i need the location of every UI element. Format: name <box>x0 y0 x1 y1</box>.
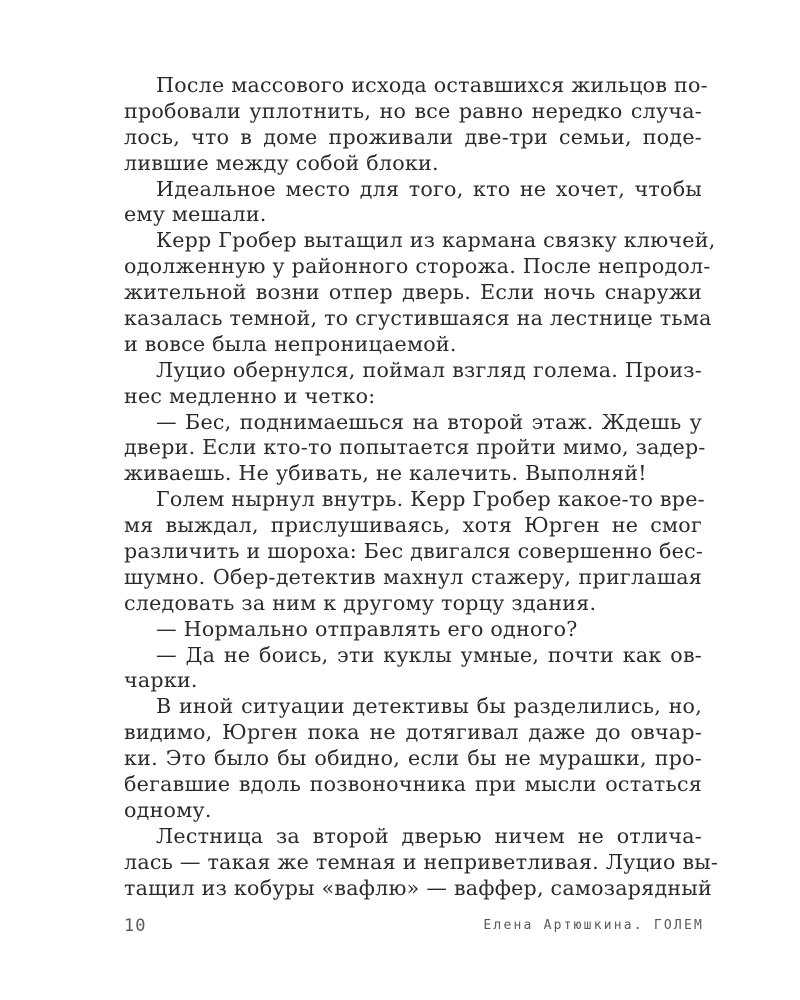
text-line: — Да не боись, эти куклы умные, почти как ов- <box>156 642 702 667</box>
text-line: Голем нырнул внутрь. Керр Гробер какое-то вре- <box>156 487 705 512</box>
text-line: шумно. Обер-детектив махнул стажеру, приглашая <box>124 564 702 589</box>
text-line: двери. Если кто-то попытается пройти мимо, задер- <box>124 435 706 460</box>
text-line: — Нормально отправлять его одного? <box>156 616 578 641</box>
text-line: следовать за ним к другому торцу здания. <box>124 590 597 615</box>
text-line: лось, что в доме проживали две-три семьи, поде- <box>124 124 702 149</box>
text-line: Луцио обернулся, поймал взгляд голема. Произ- <box>156 357 702 382</box>
text-line: нес медленно и четко: <box>124 383 376 408</box>
text-line: видимо, Юрген пока не дотягивал даже до овчар- <box>124 720 702 745</box>
text-line: различить и шороха: Бес двигался совершенно бес- <box>124 539 704 564</box>
text-line: жительной возни отпер дверь. Если ночь снаружи <box>124 280 702 305</box>
text-line: тащил из кобуры «вафлю» — ваффер, самозарядный <box>124 875 712 900</box>
text-line: бегавшие вдоль позвоночника при мысли остаться <box>124 772 702 797</box>
text-line: одолженную у районного сторожа. После непродол- <box>124 254 711 279</box>
text-line: живаешь. Не убивать, не калечить. Выполняй! <box>124 461 647 486</box>
text-line: пробовали уплотнить, но все равно нередко случа- <box>124 98 702 123</box>
text-line: лась — такая же темная и неприветливая. Луцио вы- <box>124 849 719 874</box>
text-line: мя выждал, прислушиваясь, хотя Юрген не смог <box>124 513 702 538</box>
page-number: 10 <box>124 916 147 936</box>
text-line: ки. Это было бы обидно, если бы не мурашки, про- <box>124 746 702 771</box>
text-line: Лестница за второй дверью ничем не отлича- <box>156 823 702 848</box>
text-line: и вовсе была непроницаемой. <box>124 331 457 356</box>
text-line: чарки. <box>124 668 198 693</box>
text-line: лившие между собой блоки. <box>124 150 439 175</box>
text-line: ему мешали. <box>124 202 267 227</box>
text-line: Идеальное место для того, кто не хочет, чтобы <box>156 176 702 201</box>
text-line: В иной ситуации детективы бы разделились, но, <box>156 694 702 719</box>
text-line: казалась темной, то сгустившаяся на лестнице тьма <box>124 306 712 331</box>
body-text <box>124 73 719 902</box>
page-footer <box>124 916 704 938</box>
running-title: Елена Артюшкина. ГОЛЕМ <box>483 918 704 933</box>
text-line: Керр Гробер вытащил из кармана связку ключей, <box>156 228 716 253</box>
text-line: После массового исхода оставшихся жильцов по- <box>156 73 708 97</box>
text-line: — Бес, поднимаешься на второй этаж. Ждешь у <box>156 409 702 434</box>
text-line: одному. <box>124 797 212 822</box>
